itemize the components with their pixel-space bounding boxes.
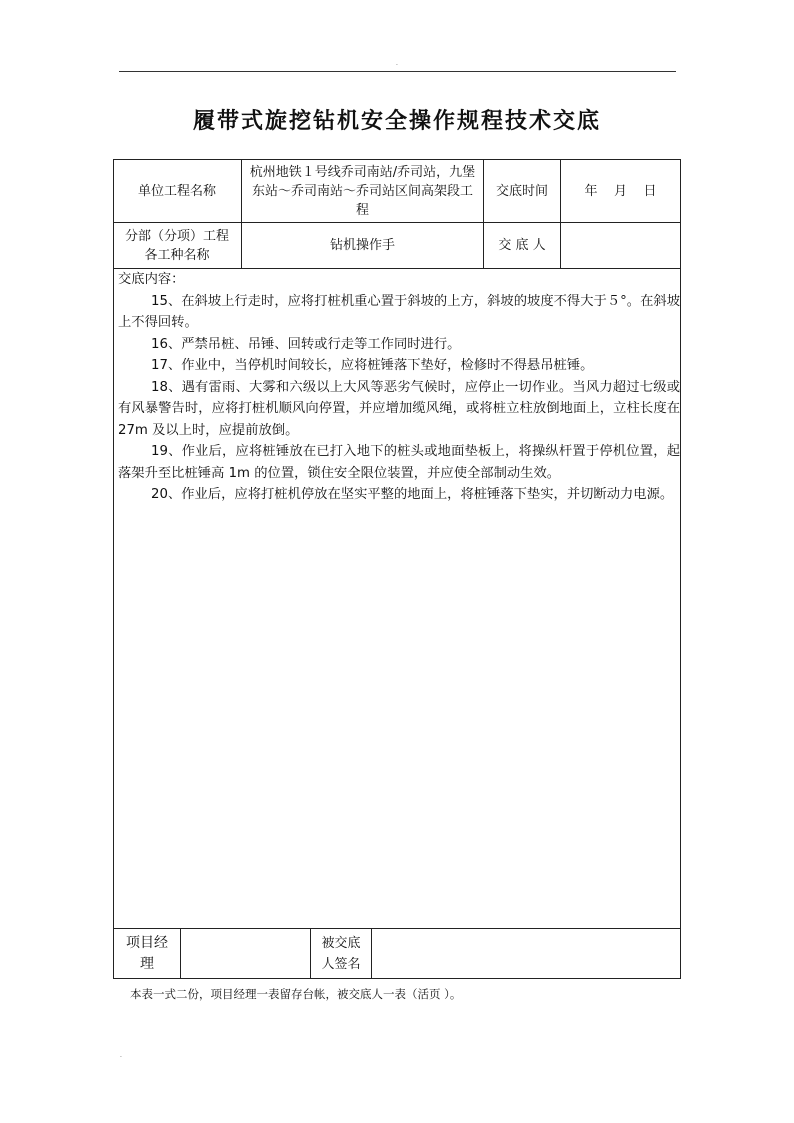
recipient-signature-value [372, 929, 680, 978]
recipient-signature-label: 被交底人签名 [321, 935, 361, 972]
content-item: 19、作业后，应将桩锤放在已打入地下的桩头或地面垫板上，将操纵杆置于停机位置，起落架升至比桩锤高 1m 的位置，锁住安全限位装置，并应使全部制动生效。 [118, 444, 680, 481]
date-label: 交底时间 [495, 183, 548, 199]
disclosure-content [118, 269, 680, 506]
content-item: 18、遇有雷雨、大雾和六级以上大风等恶劣气候时，应停止一切作业。当风力超过七级或有风暴警告时，应将打桩机顺风向停置，并应增加缆风绳，或将桩立柱放倒地面上，立柱长度在 27m 及以上时，应提前放倒。 [118, 379, 680, 438]
header-rule [119, 71, 676, 72]
content-item: 20、作业后，应将打桩机停放在坚实平整的地面上，将桩锤落下垫实，并切断动力电源。 [151, 487, 674, 502]
content-item: 15、在斜坡上行走时，应将打桩机重心置于斜坡的上方，斜坡的坡度不得大于５°。在斜坡上不得回转。 [118, 293, 680, 330]
division-label: 分部（分项）工程各工种名称 [124, 228, 229, 263]
header-dot: . [396, 60, 398, 67]
unit-project-label: 单位工程名称 [137, 183, 216, 199]
content-item: 16、严禁吊桩、吊锤、回转或行走等工作同时进行。 [151, 336, 461, 352]
discloser-value [561, 223, 680, 268]
page-title: 履带式旋挖钻机安全操作规程技术交底 [192, 108, 601, 134]
content-heading: 交底内容： [118, 272, 185, 287]
date-value: 年 月 日 [584, 183, 657, 199]
content-item: 17、作业中，当停机时间较长，应将桩锤落下垫好，检修时不得悬吊桩锤。 [151, 358, 594, 373]
project-manager-value [181, 929, 310, 978]
unit-project-value: 杭州地铁１号线乔司南站/乔司站，九堡东站～乔司南站～乔司站区间高架段工程 [249, 164, 476, 218]
bottom-dot: . [120, 1052, 122, 1059]
footer-note: 本表一式二份，项目经理一表留存台帐，被交底人一表（活页 ）。 [130, 987, 462, 1001]
discloser-label: 交 底 人 [498, 238, 546, 253]
project-manager-label: 项目经理 [126, 934, 168, 972]
division-value: 钻机操作手 [329, 238, 395, 253]
